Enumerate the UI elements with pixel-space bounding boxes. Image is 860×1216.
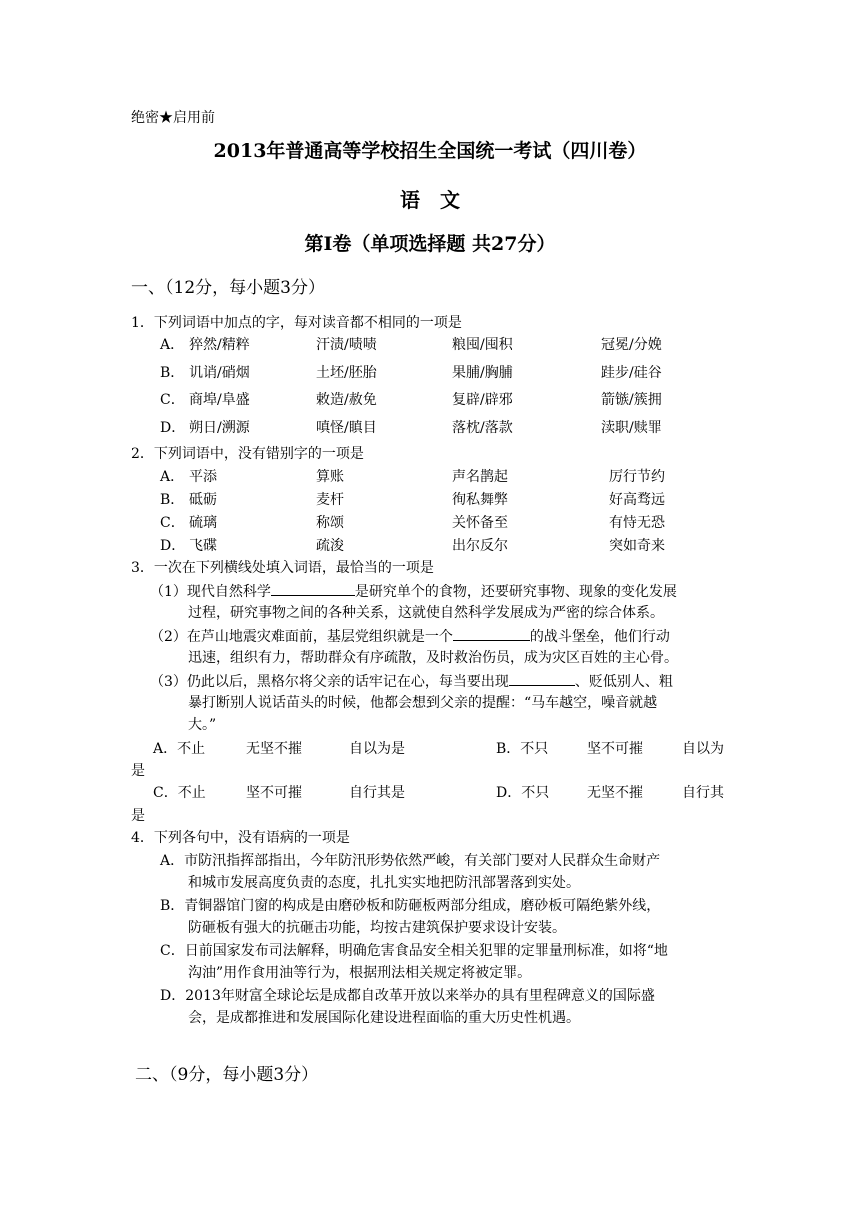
- q2-b-c1: 砥砺: [189, 492, 217, 508]
- q1-b-c3: 果脯/胸脯: [452, 365, 513, 381]
- q2-d-c2: 疏浚: [316, 538, 344, 554]
- subject-title: 语 文: [400, 188, 460, 212]
- section2-heading: 二、（9分，每小题3分）: [135, 1065, 319, 1085]
- q3-optB-w2: 自以为: [682, 741, 724, 757]
- q1-opt-label: A．: [160, 337, 185, 353]
- q3-optD-wrap: 是: [131, 808, 145, 824]
- q3-p1-b: 是研究单个的食物，还要研究事物、现象的变化发展: [354, 584, 677, 600]
- q3-p2-b: 的战斗堡垒，他们行动: [529, 629, 670, 645]
- fill-blank: [509, 670, 575, 686]
- q2-opt-label: D．: [160, 538, 186, 554]
- q1-opt-label: B．: [160, 365, 185, 381]
- q3-p3-b: 、贬低别人、粗: [574, 674, 673, 690]
- q3-optB-wrap: 是: [131, 763, 145, 779]
- section1-heading: 一、（12分，每小题3分）: [131, 278, 325, 298]
- q2-d-c4: 突如奇来: [609, 538, 665, 554]
- q4-optA-line2: 和城市发展高度负责的态度，扎扎实实地把防汛部署落到实处。: [188, 875, 580, 891]
- q4-stem: 4．下列各句中，没有语病的一项是: [131, 830, 350, 846]
- q3-p1-line2: 过程，研究事物之间的各种关系，这就使自然科学发展成为严密的综合体系。: [188, 605, 664, 621]
- q1-opt-label: C．: [160, 392, 185, 408]
- q3-optB-label: B．不只: [496, 741, 549, 757]
- volume-title: 第Ⅰ卷（单项选择题 共27分）: [304, 233, 556, 255]
- q2-d-c1: 飞碟: [189, 538, 217, 554]
- q4-optC-line2: 沟油”用作食用油等行为，根据刑法相关规定将被定罪。: [188, 965, 532, 981]
- q3-p2-line2: 迅速，组织有力，帮助群众有序疏散，及时救治伤员，成为灾区百姓的主心骨。: [188, 650, 678, 666]
- q3-optC-w1: 坚不可摧: [246, 785, 302, 801]
- q1-d-c2: 嗔怪/瞋目: [316, 420, 377, 436]
- q1-b-c4: 跬步/硅谷: [601, 365, 662, 381]
- q1-a-c2: 汗渍/啧啧: [316, 337, 377, 353]
- q4-optD-line1: D．2013年财富全球论坛是成都自改革开放以来举办的具有里程碑意义的国际盛: [160, 988, 655, 1004]
- q3-optC-w2: 自行其是: [349, 785, 405, 801]
- q2-a-c2: 算账: [316, 469, 344, 485]
- q1-c-c3: 复辟/辟邪: [452, 392, 513, 408]
- q1-d-c4: 渎职/赎罪: [601, 420, 662, 436]
- q2-a-c4: 厉行节约: [609, 469, 665, 485]
- q4-optB-line1: B．青铜器馆门窗的构成是由磨砂板和防砸板两部分组成，磨砂板可隔绝紫外线，: [160, 898, 661, 914]
- q3-optB-w1: 坚不可摧: [587, 741, 643, 757]
- fill-blank: [453, 625, 530, 641]
- q1-stem: 1．下列词语中加点的字，每对读音都不相同的一项是: [131, 315, 462, 331]
- q3-p2-a: 在芦山地震灾难面前，基层党组织就是一个: [186, 629, 453, 645]
- q1-a-c4: 冠冕/分娩: [601, 337, 662, 353]
- q1-c-c1: 商埠/阜盛: [189, 392, 250, 408]
- q3-p3-line2: 暴打断别人说话苗头的时候，他都会想到父亲的提醒：“马车越空，噪音就越: [188, 695, 658, 711]
- q3-optA-w1: 无坚不摧: [246, 741, 302, 757]
- q3-optC-label: C．不止: [153, 785, 206, 801]
- fill-blank: [271, 580, 355, 596]
- q2-opt-label: C．: [160, 515, 185, 531]
- q2-b-c3: 徇私舞弊: [452, 492, 508, 508]
- q1-c-c2: 敕造/赦免: [316, 392, 377, 408]
- q3-stem: 3．一次在下列横线处填入词语，最恰当的一项是: [131, 560, 434, 576]
- q3-optA-label: A．不止: [153, 741, 206, 757]
- q1-opt-label: D．: [160, 420, 186, 436]
- q1-a-c3: 粮囤/囤积: [452, 337, 513, 353]
- q2-b-c4: 好高骛远: [609, 492, 665, 508]
- q3-p1-a: 现代自然科学: [186, 584, 271, 600]
- q1-a-c1: 猝然/精粹: [189, 337, 250, 353]
- q4-optA-line1: A．市防汛指挥部指出，今年防汛形势依然严峻，有关部门要对人民群众生命财产: [160, 853, 661, 869]
- exam-title: 2013年普通高等学校招生全国统一考试（四川卷）: [213, 140, 647, 162]
- q1-d-c3: 落枕/落款: [452, 420, 513, 436]
- q3-p3-num: （3）: [150, 674, 187, 690]
- q3-p3-a: 仍此以后，黑格尔将父亲的话牢记在心，每当要出现: [186, 674, 509, 690]
- q3-p3-line1: [150, 670, 673, 691]
- q2-b-c2: 麦杆: [316, 492, 344, 508]
- q4-optB-line2: 防砸板有强大的抗砸击功能，均按古建筑保护要求设计安装。: [188, 920, 566, 936]
- q3-optD-label: D．不只: [496, 785, 550, 801]
- q3-p1-num: （1）: [150, 584, 187, 600]
- q3-optA-w2: 自以为是: [349, 741, 405, 757]
- q1-b-c1: 讥诮/硝烟: [189, 365, 250, 381]
- q3-p2-line1: [150, 625, 670, 646]
- q2-c-c1: 硫璃: [189, 515, 217, 531]
- q2-opt-label: A．: [160, 469, 185, 485]
- q2-a-c1: 平添: [189, 469, 217, 485]
- q1-c-c4: 箭镞/簇拥: [601, 392, 662, 408]
- q3-p2-num: （2）: [150, 629, 187, 645]
- q3-optD-w1: 无坚不摧: [587, 785, 643, 801]
- q2-opt-label: B．: [160, 492, 185, 508]
- q1-d-c1: 朔日/溯源: [189, 420, 250, 436]
- q2-c-c2: 称颂: [316, 515, 344, 531]
- q4-optC-line1: C．日前国家发布司法解释，明确危害食品安全相关犯罪的定罪量刑标准，如将“地: [160, 943, 668, 959]
- q3-optD-w2: 自行其: [682, 785, 724, 801]
- q2-stem: 2．下列词语中，没有错别字的一项是: [131, 446, 364, 462]
- q3-p1-line1: [150, 580, 677, 601]
- q2-d-c3: 出尔反尔: [452, 538, 508, 554]
- q2-a-c3: 声名鹊起: [452, 469, 508, 485]
- q2-c-c4: 有恃无恐: [609, 515, 665, 531]
- secret-label: 绝密★启用前: [131, 110, 215, 126]
- q4-optD-line2: 会，是成都推进和发展国际化建设进程面临的重大历史性机遇。: [188, 1010, 580, 1026]
- q3-p3-line3: 大。”: [188, 717, 217, 733]
- q2-c-c3: 关怀备至: [452, 515, 508, 531]
- q1-b-c2: 土坯/胚胎: [316, 365, 377, 381]
